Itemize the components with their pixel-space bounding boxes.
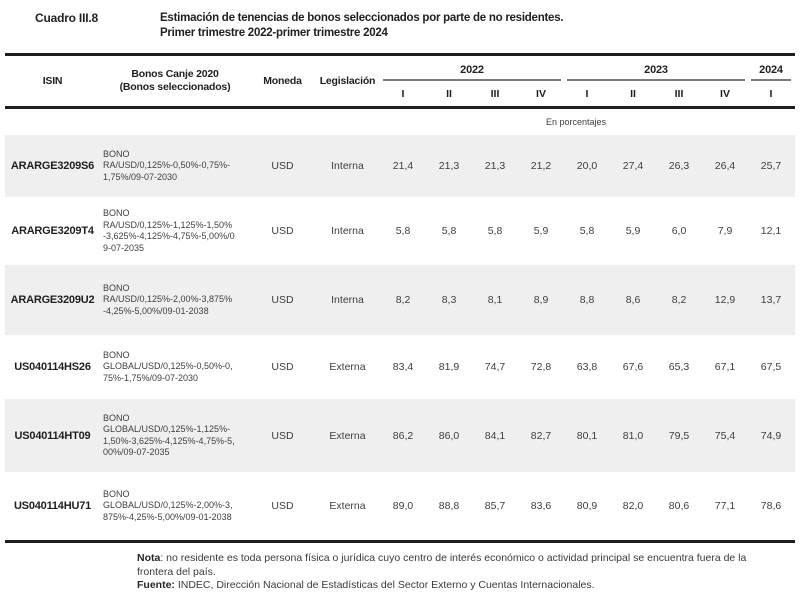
bond-description-cell xyxy=(100,399,250,472)
quarter-header-2023-q2: II xyxy=(630,87,636,100)
legislation-cell: Interna xyxy=(331,294,364,306)
value-cell: 6,0 xyxy=(671,225,687,237)
bond-description-cell xyxy=(100,135,250,197)
table-number-label: Cuadro III.8 xyxy=(35,11,98,25)
title-line-1: Estimación de tenencias de bonos seleccionados por parte de no residentes. xyxy=(160,12,564,24)
isin-cell: ARARGE3209S6 xyxy=(10,160,95,172)
value-cell: 86,0 xyxy=(438,429,460,442)
legislation-cell: Externa xyxy=(329,500,366,512)
isin-cell: ARARGE3209U2 xyxy=(10,294,95,306)
legislation-cell: Interna xyxy=(331,225,364,237)
units-label: En porcentajes xyxy=(545,117,607,127)
nota-label: Nota xyxy=(137,552,161,564)
value-cell: 84,1 xyxy=(484,429,506,442)
value-cell: 81,0 xyxy=(622,429,644,442)
value-cell: 8,6 xyxy=(625,294,641,306)
value-cell: 82,7 xyxy=(530,429,552,442)
bond-description-cell xyxy=(100,265,250,335)
column-header-isin: ISIN xyxy=(42,74,63,87)
currency-cell: USD xyxy=(271,225,294,237)
value-cell: 67,1 xyxy=(714,361,736,373)
value-cell: 83,4 xyxy=(392,361,414,373)
bond-description: BONO GLOBAL/USD/0,125%-0,50%-0,75%-1,75%/09-07-2030 xyxy=(103,349,233,383)
value-cell: 26,3 xyxy=(668,160,690,172)
bond-description-cell xyxy=(100,197,250,265)
column-header-legislacion: Legislación xyxy=(319,74,376,87)
bond-description: BONO GLOBAL/USD/0,125%-1,125%-1,50%-3,625%-4,125%-4,75%-5,00%/09-07-2035 xyxy=(103,412,235,457)
quarter-header-2023-q1: I xyxy=(585,87,589,100)
value-cell: 75,4 xyxy=(714,429,736,442)
value-cell: 85,7 xyxy=(484,500,506,512)
value-cell: 12,9 xyxy=(714,294,736,306)
value-cell: 78,6 xyxy=(760,500,782,512)
value-cell: 5,8 xyxy=(579,225,595,237)
table-row xyxy=(5,197,795,265)
title-line-2: Primer trimestre 2022-primer trimestre 2024 xyxy=(160,27,388,39)
isin-cell: US040114HT09 xyxy=(14,429,91,442)
quarter-header-2023-q3: III xyxy=(674,87,684,100)
units-row xyxy=(5,109,795,135)
fuente-text: INDEC, Dirección Nacional de Estadísticas del Sector Externo y Cuentas Internacionales. xyxy=(174,579,595,591)
table-row xyxy=(5,335,795,399)
bond-description: BONO RA/USD/0,125%-1,125%-1,50%-3,625%-4,125%-4,75%-5,00%/09-07-2035 xyxy=(103,208,235,253)
currency-cell: USD xyxy=(271,500,294,512)
table-row xyxy=(5,472,795,540)
value-cell: 21,2 xyxy=(530,160,552,172)
value-cell: 8,2 xyxy=(671,294,687,306)
value-cell: 80,9 xyxy=(576,500,598,512)
value-cell: 21,3 xyxy=(438,160,460,172)
value-cell: 86,2 xyxy=(392,429,414,442)
bottom-rule xyxy=(5,540,795,543)
nota-text: : no residente es toda persona física o jurídica cuyo centro de interés económico o actividad principal se encuentra fuera de la frontera del país. xyxy=(137,552,747,578)
legislation-cell: Externa xyxy=(329,361,366,373)
quarter-header-2022-q2: II xyxy=(446,87,452,100)
legislation-cell: Interna xyxy=(331,160,364,172)
year-group-2024: 2024 xyxy=(751,56,791,81)
currency-cell: USD xyxy=(271,361,294,373)
value-cell: 5,9 xyxy=(533,225,549,237)
quarter-header-2022-q3: III xyxy=(490,87,500,100)
value-cell: 81,9 xyxy=(438,361,460,373)
nota-line xyxy=(137,552,755,579)
value-cell: 5,8 xyxy=(487,225,503,237)
isin-cell: US040114HS26 xyxy=(14,361,91,373)
title-block xyxy=(0,0,800,41)
bond-description: BONO RA/USD/0,125%-2,00%-3,875%-4,25%-5,00%/09-01-2038 xyxy=(103,282,233,316)
value-cell: 8,2 xyxy=(395,294,411,306)
period-headers xyxy=(380,56,794,106)
value-cell: 5,8 xyxy=(441,225,457,237)
value-cell: 8,3 xyxy=(441,294,457,306)
table-header xyxy=(5,56,795,106)
value-cell: 80,1 xyxy=(576,429,598,442)
value-cell: 89,0 xyxy=(392,500,414,512)
value-cell: 5,8 xyxy=(395,225,411,237)
isin-cell: US040114HU71 xyxy=(13,500,92,512)
value-cell: 63,8 xyxy=(576,361,598,373)
currency-cell: USD xyxy=(271,160,294,172)
table-row xyxy=(5,399,795,472)
year-group-2022: 2022 xyxy=(383,56,561,81)
bond-description-cell xyxy=(100,335,250,399)
value-cell: 27,4 xyxy=(622,160,644,172)
value-cell: 12,1 xyxy=(760,225,782,237)
quarter-header-2022-q4: IV xyxy=(536,87,546,100)
value-cell: 21,4 xyxy=(392,160,414,172)
table-body xyxy=(5,135,795,540)
value-cell: 88,8 xyxy=(438,500,460,512)
bond-description-cell xyxy=(100,472,250,540)
value-cell: 67,5 xyxy=(760,361,782,373)
value-cell: 65,3 xyxy=(668,361,690,373)
value-cell: 8,8 xyxy=(579,294,595,306)
value-cell: 7,9 xyxy=(717,225,733,237)
value-cell: 82,0 xyxy=(622,500,644,512)
value-cell: 79,5 xyxy=(668,429,690,442)
column-header-bonos-line1: Bonos Canje 2020 xyxy=(131,68,219,80)
footnotes xyxy=(137,552,755,593)
page-title xyxy=(160,11,563,41)
value-cell: 74,9 xyxy=(760,429,782,442)
table-row xyxy=(5,135,795,197)
bond-description: BONO GLOBAL/USD/0,125%-2,00%-3,875%-4,25%-5,00%/09-01-2038 xyxy=(103,488,233,522)
year-group-row xyxy=(380,56,794,81)
table-row xyxy=(5,265,795,335)
column-header-moneda: Moneda xyxy=(263,74,302,87)
currency-cell: USD xyxy=(271,294,294,306)
value-cell: 26,4 xyxy=(714,160,736,172)
quarter-header-row xyxy=(380,81,794,106)
quarter-header-2024-q1: I xyxy=(769,87,773,100)
quarter-header-2022-q1: I xyxy=(401,87,405,100)
value-cell: 8,1 xyxy=(487,294,503,306)
currency-cell: USD xyxy=(271,429,294,442)
value-cell: 5,9 xyxy=(625,225,641,237)
legislation-cell: Externa xyxy=(329,429,366,442)
value-cell: 8,9 xyxy=(533,294,549,306)
bond-description: BONO RA/USD/0,125%-0,50%-0,75%-1,75%/09-07-2030 xyxy=(103,148,231,182)
value-cell: 20,0 xyxy=(576,160,598,172)
value-cell: 77,1 xyxy=(714,500,736,512)
column-header-bonos-line2: (Bonos seleccionados) xyxy=(119,81,231,93)
value-cell: 83,6 xyxy=(530,500,552,512)
value-cell: 25,7 xyxy=(760,160,782,172)
value-cell: 21,3 xyxy=(484,160,506,172)
value-cell: 74,7 xyxy=(484,361,506,373)
value-cell: 67,6 xyxy=(622,361,644,373)
value-cell: 80,6 xyxy=(668,500,690,512)
column-header-bonos xyxy=(100,56,250,106)
year-group-2023: 2023 xyxy=(567,56,745,81)
value-cell: 72,8 xyxy=(530,361,552,373)
fuente-line xyxy=(137,579,755,593)
isin-cell: ARARGE3209T4 xyxy=(11,225,94,237)
fuente-label: Fuente: xyxy=(137,579,175,591)
quarter-header-2023-q4: IV xyxy=(720,87,730,100)
value-cell: 13,7 xyxy=(760,294,782,306)
